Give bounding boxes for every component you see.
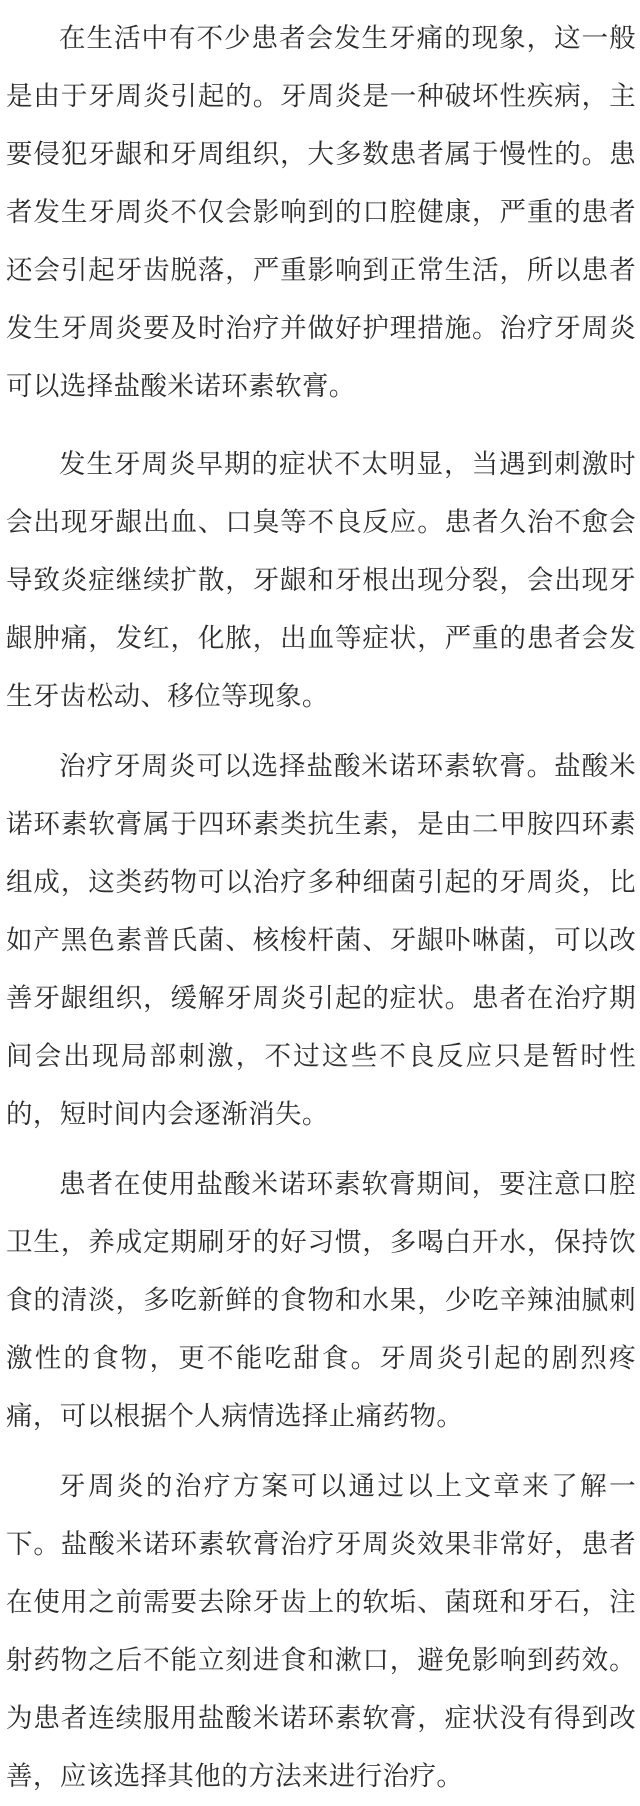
paragraph-treatment: 治疗牙周炎可以选择盐酸米诺环素软膏。盐酸米诺环素软膏属于四环素类抗生素，是由二甲胺四环素组成，这类药物可以治疗多种细菌引起的牙周炎，比如产黑色素普氏菌、核梭杆菌、牙龈卟啉菌，可以改善牙龈组织，缓解牙周炎引起的症状。患者在治疗期间会出现局部刺激，不过这些不良反应只是暂时性的，短时间内会逐渐消失。 <box>6 751 636 1130</box>
paragraph-conclusion: 牙周炎的治疗方案可以通过以上文章来了解一下。盐酸米诺环素软膏治疗牙周炎效果非常好，患者在使用之前需要去除牙齿上的软垢、菌斑和牙石，注射药物之后不能立刻进食和漱口，避免影响到药效。为患者连续服用盐酸米诺环素软膏，症状没有得到改善，应该选择其他的方法来进行治疗。 <box>6 1471 636 1792</box>
paragraph-symptoms: 发生牙周炎早期的症状不太明显，当遇到刺激时会出现牙龈出血、口臭等不良反应。患者久治不愈会导致炎症继续扩散，牙龈和牙根出现分裂，会出现牙龈肿痛，发红，化脓，出血等症状，严重的患者会发生牙齿松动、移位等现象。 <box>6 449 636 712</box>
paragraph-care: 患者在使用盐酸米诺环素软膏期间，要注意口腔卫生，养成定期刷牙的好习惯，多喝白开水，保持饮食的清淡，多吃新鲜的食物和水果，少吃辛辣油腻刺激性的食物，更不能吃甜食。牙周炎引起的剧烈疼痛，可以根据个人病情选择止痛药物。 <box>6 1169 636 1432</box>
paragraph-intro: 在生活中有不少患者会发生牙痛的现象，这一般是由于牙周炎引起的。牙周炎是一种破坏性疾病，主要侵犯牙龈和牙周组织，大多数患者属于慢性的。患者发生牙周炎不仅会影响到的口腔健康，严重的患者还会引起牙齿脱落，严重影响到正常生活，所以患者发生牙周炎要及时治疗并做好护理措施。治疗牙周炎可以选择盐酸米诺环素软膏。 <box>6 23 636 402</box>
